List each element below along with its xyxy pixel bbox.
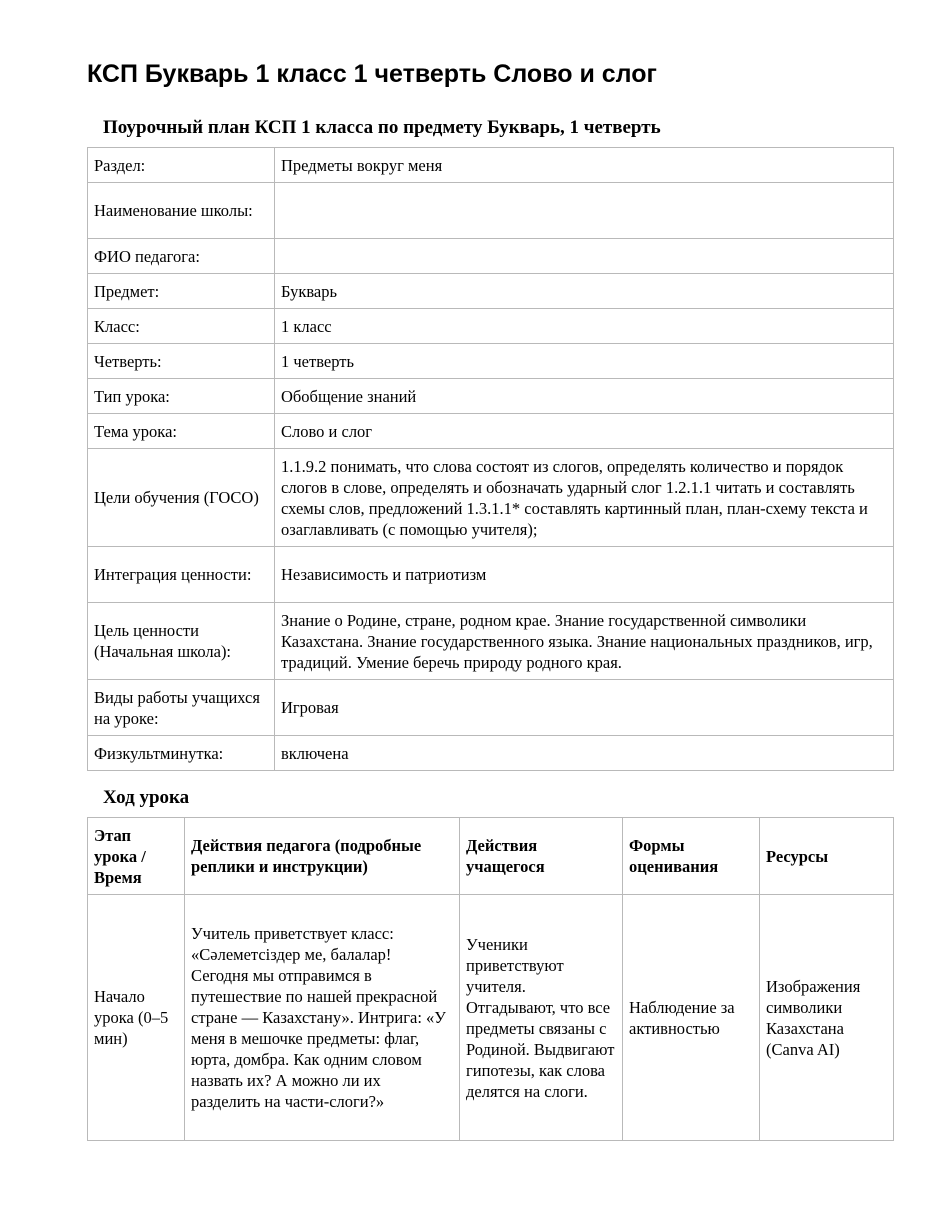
info-label: Наименование школы: [88, 183, 275, 239]
info-value: 1 четверть [275, 344, 894, 379]
header-assessment: Формы оценивания [623, 818, 760, 895]
info-row [88, 680, 894, 736]
info-value: 1.1.9.2 понимать, что слова состоят из слогов, определять количество и порядок слогов в слове, определять и обозначать ударный слог 1.2.1.1 читать и составлять схемы слов, предложений 1.3.1.1* составлять картинный план, план-схему текста и озаглавливать (с помощью учителя); [275, 449, 894, 547]
info-value [275, 183, 894, 239]
info-value: Предметы вокруг меня [275, 148, 894, 183]
assessment-cell: Наблюдение за активностью [623, 895, 760, 1141]
info-label: Интеграция ценности: [88, 547, 275, 603]
info-row [88, 239, 894, 274]
header-stage: Этап урока / Время [88, 818, 185, 895]
course-header-row [88, 818, 894, 895]
stage-cell: Начало урока (0–5 мин) [88, 895, 185, 1141]
info-label: Предмет: [88, 274, 275, 309]
info-label: Виды работы учащихся на уроке: [88, 680, 275, 736]
info-row [88, 183, 894, 239]
resources-cell: Изображения символики Казахстана (Canva AI) [760, 895, 894, 1141]
info-value: Слово и слог [275, 414, 894, 449]
info-label: Четверть: [88, 344, 275, 379]
info-row [88, 379, 894, 414]
course-heading: Ход урока [103, 787, 190, 808]
info-label: Класс: [88, 309, 275, 344]
course-row [88, 895, 894, 1141]
info-row [88, 148, 894, 183]
info-row [88, 736, 894, 771]
info-value: Знание о Родине, стране, родном крае. Знание государственной символики Казахстана. Знание государственного языка. Знание национальных праздников, игр, традиций. Умение беречь природу родного края. [275, 603, 894, 680]
teacher-actions-cell: Учитель приветствует класс: «Сәлеметсіздер ме, балалар! Сегодня мы отправимся в путешествие по нашей прекрасной стране — Казахстану». Интрига: «У меня в мешочке предметы: флаг, юрта, домбра. Как одним словом назвать их? А можно ли их разделить на части-слоги?» [185, 895, 460, 1141]
info-row [88, 449, 894, 547]
header-teacher-actions: Действия педагога (подробные реплики и инструкции) [185, 818, 460, 895]
info-value: Игровая [275, 680, 894, 736]
header-resources: Ресурсы [760, 818, 894, 895]
info-label: ФИО педагога: [88, 239, 275, 274]
info-row [88, 274, 894, 309]
info-row [88, 603, 894, 680]
lesson-course-table [87, 817, 894, 1141]
student-actions-cell: Ученики приветствуют учителя. Отгадывают, что все предметы связаны с Родиной. Выдвигают гипотезы, как слова делятся на слоги. [460, 895, 623, 1141]
info-label: Физкультминутка: [88, 736, 275, 771]
info-value: 1 класс [275, 309, 894, 344]
lesson-info-table [87, 147, 894, 771]
info-value: включена [275, 736, 894, 771]
info-row [88, 309, 894, 344]
document-title: КСП Букварь 1 класс 1 четверть Слово и слог [87, 60, 657, 88]
info-label: Цели обучения (ГОСО) [88, 449, 275, 547]
info-value: Независимость и патриотизм [275, 547, 894, 603]
info-label: Раздел: [88, 148, 275, 183]
header-student-actions: Действия учащегося [460, 818, 623, 895]
info-label: Тема урока: [88, 414, 275, 449]
info-row [88, 414, 894, 449]
info-label: Тип урока: [88, 379, 275, 414]
info-row [88, 547, 894, 603]
info-label: Цель ценности (Начальная школа): [88, 603, 275, 680]
info-value: Обобщение знаний [275, 379, 894, 414]
lesson-plan-subtitle: Поурочный план КСП 1 класса по предмету Букварь, 1 четверть [103, 117, 661, 138]
info-row [88, 344, 894, 379]
info-value: Букварь [275, 274, 894, 309]
info-value [275, 239, 894, 274]
